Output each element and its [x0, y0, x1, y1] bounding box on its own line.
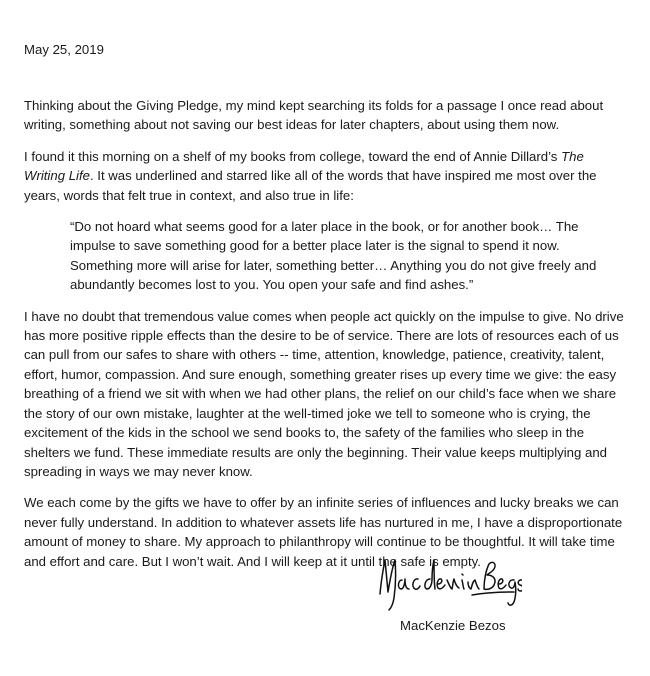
paragraph-gifts: We each come by the gifts we have to offer by an infinite series of influences and lucky breaks we can never fully understand. In addition to whatever assets life has nurtured in me, I have a disproportionate amount of money to share. My approach to philanthropy will continue to be thoughtful. It will take time and effort and care. But I won’t wait. And I will keep at it until the safe is empty. [24, 495, 623, 569]
letter-body [24, 96, 628, 583]
signature-name: MacKenzie Bezos [400, 618, 506, 633]
signature-block [372, 554, 532, 644]
block-quote: “Do not hoard what seems good for a later place in the book, or for another book… The impulse to save something good for a better place later is the signal to spend it now. Something more will arise for later, something better… Anything you do not give freely and abundantly becomes lost to you. You open your safe and find ashes.” [70, 219, 597, 293]
handwritten-signature [372, 554, 522, 612]
letter-date: May 25, 2019 [24, 42, 104, 57]
paragraph-writing-life-start: I found it this morning on a shelf of my books from college, toward the end of Annie Dillard’s [24, 148, 562, 164]
paragraph-impulse-to-give: I have no doubt that tremendous value comes when people act quickly on the impulse to give. No drive has more positive ripple effects than the desire to be of service. There are lots of resources each of us can pull from our safes to share with others -- time, attention, knowledge, patience, creativity, talent, effort, humor, compassion. And sure enough, something greater rises up every time we give: the easy breathing of a friend we sit with when we had other plans, the relief on our child’s face when we share the story of our own mistake, laughter at the well-timed joke we tell to someone who is crying, the excitement of the kids in the school we send books to, the safety of the families who sleep in the shelters we fund. These immediate results are only the beginning. Their value keeps multiplying and spreading in ways we may never know. [24, 308, 624, 479]
paragraph-writing-life [24, 147, 628, 205]
paragraph-writing-life-end: . It was underlined and starred like all of the words that have inspired me most over the years, words that felt true in context, and also true in life: [24, 168, 597, 203]
paragraph-giving-pledge: Thinking about the Giving Pledge, my mind kept searching its folds for a passage I once read about writing, something about not saving our best ideas for later chapters, about using them now. [24, 98, 604, 133]
book-title: The Writing Life [24, 148, 584, 184]
